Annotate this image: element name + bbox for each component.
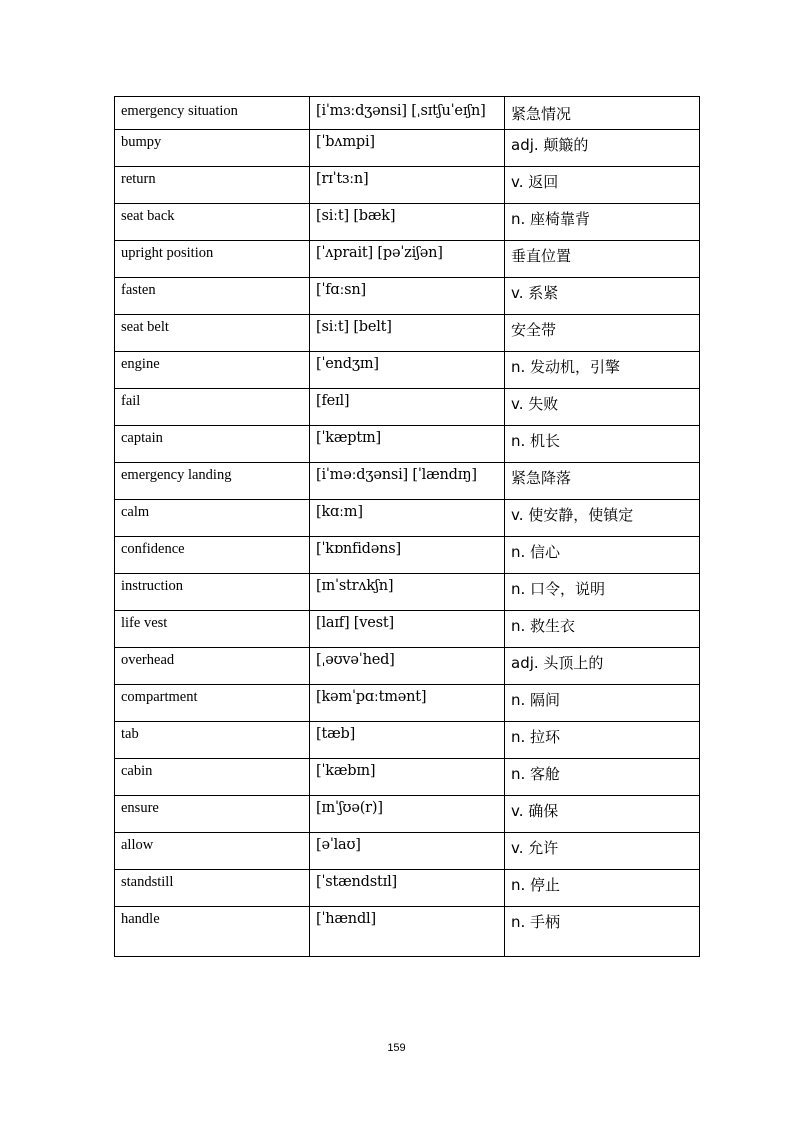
meaning-cell: n. 发动机，引擎 bbox=[505, 352, 700, 389]
meaning-cell: 紧急降落 bbox=[505, 463, 700, 500]
vocabulary-table bbox=[114, 96, 700, 957]
word-cell: life vest bbox=[115, 611, 310, 648]
meaning-cell: v. 系紧 bbox=[505, 278, 700, 315]
table-row bbox=[115, 574, 700, 611]
phonetic-cell: [ˈʌprait] [pəˈziʃən] bbox=[310, 241, 505, 278]
word-cell: allow bbox=[115, 833, 310, 870]
word-cell: captain bbox=[115, 426, 310, 463]
table-row bbox=[115, 685, 700, 722]
phonetic-cell: [ˌəʊvəˈhed] bbox=[310, 648, 505, 685]
table-row bbox=[115, 167, 700, 204]
phonetic-cell: [kɑːm] bbox=[310, 500, 505, 537]
phonetic-cell: [əˈlaʊ] bbox=[310, 833, 505, 870]
word-cell: emergency situation bbox=[115, 97, 310, 130]
meaning-cell: 紧急情况 bbox=[505, 97, 700, 130]
word-cell: bumpy bbox=[115, 130, 310, 167]
word-cell: fasten bbox=[115, 278, 310, 315]
table-row bbox=[115, 759, 700, 796]
table-row bbox=[115, 611, 700, 648]
phonetic-cell: [rɪˈtɜːn] bbox=[310, 167, 505, 204]
meaning-cell: 垂直位置 bbox=[505, 241, 700, 278]
meaning-cell: n. 拉环 bbox=[505, 722, 700, 759]
meaning-cell: n. 座椅靠背 bbox=[505, 204, 700, 241]
phonetic-cell: [ɪnˈstrʌkʃn] bbox=[310, 574, 505, 611]
word-cell: engine bbox=[115, 352, 310, 389]
page-number: 159 bbox=[387, 1042, 406, 1054]
word-cell: return bbox=[115, 167, 310, 204]
table-row bbox=[115, 907, 700, 957]
phonetic-cell: [ˈbʌmpi] bbox=[310, 130, 505, 167]
phonetic-cell: [feɪl] bbox=[310, 389, 505, 426]
table-row bbox=[115, 870, 700, 907]
table-row bbox=[115, 426, 700, 463]
word-cell: upright position bbox=[115, 241, 310, 278]
word-cell: cabin bbox=[115, 759, 310, 796]
word-cell: fail bbox=[115, 389, 310, 426]
meaning-cell: n. 客舱 bbox=[505, 759, 700, 796]
word-cell: emergency landing bbox=[115, 463, 310, 500]
meaning-cell: n. 口令，说明 bbox=[505, 574, 700, 611]
phonetic-cell: [ɪnˈʃʊə(r)] bbox=[310, 796, 505, 833]
table-row bbox=[115, 463, 700, 500]
meaning-cell: n. 救生衣 bbox=[505, 611, 700, 648]
table-row bbox=[115, 315, 700, 352]
phonetic-cell: [ˈkæbɪn] bbox=[310, 759, 505, 796]
word-cell: ensure bbox=[115, 796, 310, 833]
meaning-cell: v. 确保 bbox=[505, 796, 700, 833]
table-row bbox=[115, 389, 700, 426]
meaning-cell: adj. 头顶上的 bbox=[505, 648, 700, 685]
meaning-cell: n. 手柄 bbox=[505, 907, 700, 957]
meaning-cell: n. 隔间 bbox=[505, 685, 700, 722]
table-row bbox=[115, 796, 700, 833]
phonetic-cell: [kəmˈpɑːtmənt] bbox=[310, 685, 505, 722]
phonetic-cell: [ˈendʒɪn] bbox=[310, 352, 505, 389]
table-row bbox=[115, 130, 700, 167]
meaning-cell: v. 使安静，使镇定 bbox=[505, 500, 700, 537]
meaning-cell: v. 返回 bbox=[505, 167, 700, 204]
table-row bbox=[115, 648, 700, 685]
word-cell: instruction bbox=[115, 574, 310, 611]
word-cell: handle bbox=[115, 907, 310, 957]
word-cell: seat back bbox=[115, 204, 310, 241]
phonetic-cell: [ˈstændstɪl] bbox=[310, 870, 505, 907]
meaning-cell: adj. 颠簸的 bbox=[505, 130, 700, 167]
phonetic-cell: [siːt] [belt] bbox=[310, 315, 505, 352]
phonetic-cell: [siːt] [bæk] bbox=[310, 204, 505, 241]
table-row bbox=[115, 241, 700, 278]
phonetic-cell: [ˈfɑːsn] bbox=[310, 278, 505, 315]
meaning-cell: 安全带 bbox=[505, 315, 700, 352]
table-row bbox=[115, 352, 700, 389]
table-row bbox=[115, 833, 700, 870]
word-cell: tab bbox=[115, 722, 310, 759]
table-row bbox=[115, 537, 700, 574]
word-cell: seat belt bbox=[115, 315, 310, 352]
meaning-cell: v. 失败 bbox=[505, 389, 700, 426]
phonetic-cell: [laɪf] [vest] bbox=[310, 611, 505, 648]
word-cell: compartment bbox=[115, 685, 310, 722]
table-row bbox=[115, 722, 700, 759]
meaning-cell: n. 机长 bbox=[505, 426, 700, 463]
phonetic-cell: [ˈhændl] bbox=[310, 907, 505, 957]
meaning-cell: n. 信心 bbox=[505, 537, 700, 574]
word-cell: overhead bbox=[115, 648, 310, 685]
word-cell: calm bbox=[115, 500, 310, 537]
word-cell: standstill bbox=[115, 870, 310, 907]
phonetic-cell: [iˈməːdʒənsi] [ˈlændɪŋ] bbox=[310, 463, 505, 500]
table-row bbox=[115, 278, 700, 315]
phonetic-cell: [ˈkɒnfidəns] bbox=[310, 537, 505, 574]
meaning-cell: v. 允许 bbox=[505, 833, 700, 870]
table-row bbox=[115, 97, 700, 130]
phonetic-cell: [iˈmɜːdʒənsi] [ˌsɪtʃuˈeɪʃn] bbox=[310, 97, 505, 130]
phonetic-cell: [tæb] bbox=[310, 722, 505, 759]
meaning-cell: n. 停止 bbox=[505, 870, 700, 907]
phonetic-cell: [ˈkæptɪn] bbox=[310, 426, 505, 463]
table-row bbox=[115, 500, 700, 537]
table-row bbox=[115, 204, 700, 241]
word-cell: confidence bbox=[115, 537, 310, 574]
